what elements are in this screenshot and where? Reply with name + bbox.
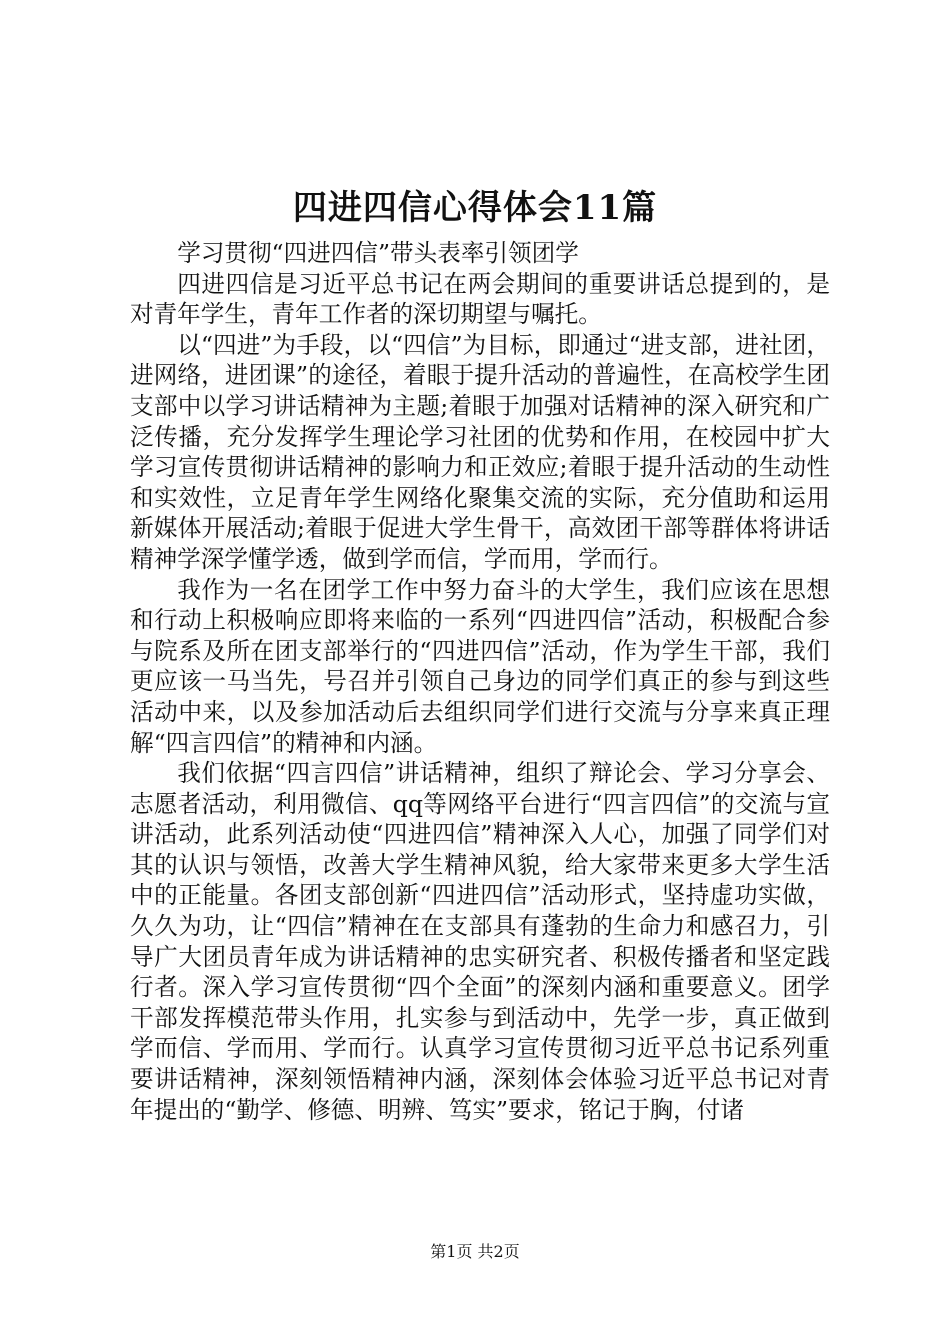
paragraph-4: 我们依据“四言四信”讲话精神，组织了辩论会、学习分享会、志愿者活动，利用微信、qq等网络平台进行“四言四信”的交流与宣讲活动，此系列活动使“四进四信”精神深入人心，加强了同学们对其的认识与领悟，改善大学生精神风貌，给大家带来更多大学生活中的正能量。各团支部创新“四进四信”活动形式，坚持虚功实做，久久为功，让“四信”精神在在支部具有蓬勃的生命力和感召力，引导广大团员青年成为讲话精神的忠实研究者、积极传播者和坚定践行者。深入学习宣传贯彻“四个全面”的深刻内涵和重要意义。团学干部发挥模范带头作用，扎实参与到活动中，先学一步，真正做到学而信、学而用、学而行。认真学习宣传贯彻习近平总书记系列重要讲话精神，深刻领悟精神内涵，深刻体会体验习近平总书记对青年提出的“勤学、修德、明辨、笃实”要求，铭记于胸，付诸 <box>130 759 830 1124</box>
page-number: 第1页 <box>430 1242 473 1261</box>
subheading: 学习贯彻“四进四信”带头表率引领团学 <box>177 239 579 267</box>
document-body <box>130 238 830 1125</box>
page-total: 共2页 <box>477 1242 520 1261</box>
paragraph-3: 我作为一名在团学工作中努力奋斗的大学生，我们应该在思想和行动上积极响应即将来临的一系列“四进四信”活动，积极配合参与院系及所在团支部举行的“四进四信”活动，作为学生干部，我们更应该一马当先，号召并引领自己身边的同学们真正的参与到这些活动中来，以及参加活动后去组织同学们进行交流与分享来真正理解“四言四信”的精神和内涵。 <box>130 575 830 757</box>
page-footer <box>0 1242 950 1262</box>
paragraph-1: 四进四信是习近平总书记在两会期间的重要讲话总提到的，是对青年学生，青年工作者的深切期望与嘱托。 <box>130 269 830 329</box>
document-title: 四进四信心得体会11篇 <box>292 188 658 228</box>
paragraph-2: 以“四进”为手段，以“四信”为目标，即通过“进支部，进社团，进网络，进团课”的途径，着眼于提升活动的普遍性，在高校学生团支部中以学习讲话精神为主题;着眼于加强对话精神的深入研究和广泛传播，充分发挥学生理论学习社团的优势和作用，在校园中扩大学习宣传贯彻讲话精神的影响力和正效应;着眼于提升活动的生动性和实效性，立足青年学生网络化聚集交流的实际，充分值助和运用新媒体开展活动;着眼于促进大学生骨干，高效团干部等群体将讲话精神学深学懂学透，做到学而信，学而用，学而行。 <box>130 330 830 573</box>
